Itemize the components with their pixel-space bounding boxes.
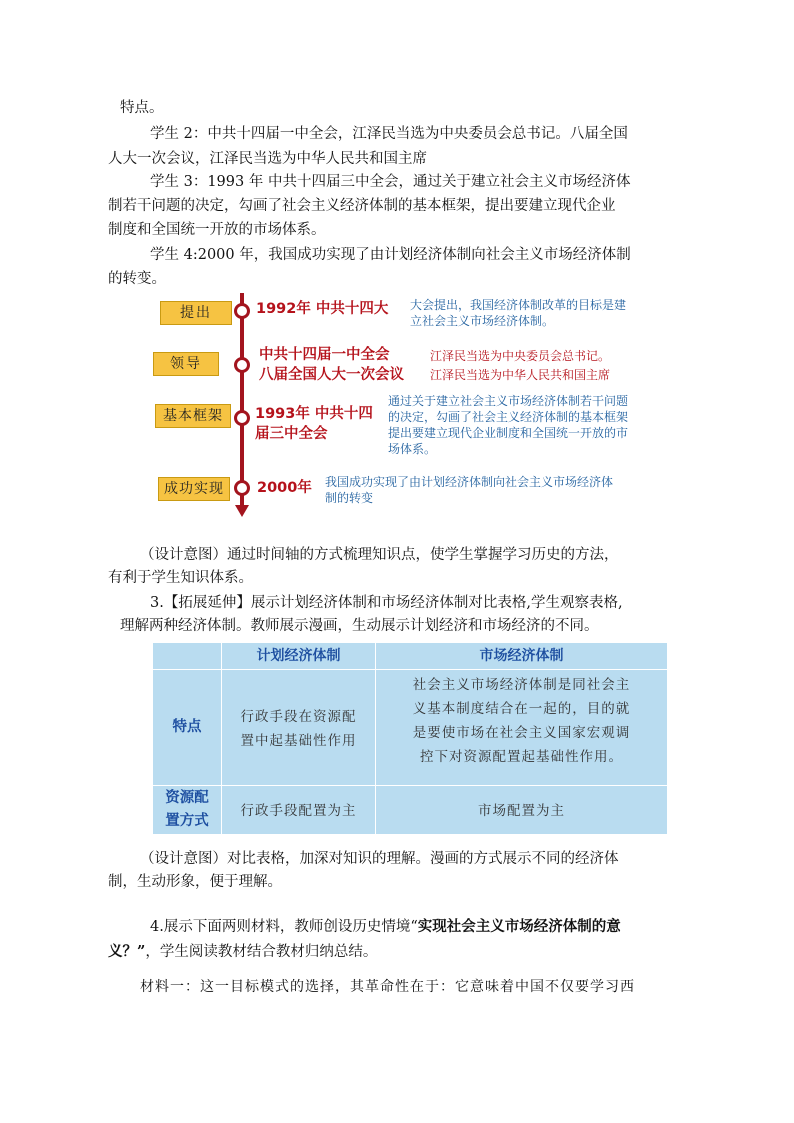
section4-line: 义？”，学生阅读教材结合教材归纳总结。 (108, 943, 378, 960)
table-header: 计划经济体制 (256, 648, 341, 664)
paragraph-line: 人大一次会议，江泽民当选为中华人民共和国主席 (108, 151, 427, 167)
paragraph-line: 学生 2：中共十四届一中全会，江泽民当选为中央委员会总书记。八届全国 (150, 126, 628, 142)
section3-line: 3.【拓展延伸】展示计划经济体制和市场经济体制对比表格,学生观察表格, (150, 595, 623, 611)
timeline-dot (234, 357, 250, 373)
table-row-label: 资源配 置方式 (165, 790, 209, 829)
design-intent-line: （设计意图）对比表格，加深对知识的理解。漫画的方式展示不同的经济体 (140, 851, 619, 867)
timeline-description: 我国成功实现了由计划经济体制向社会主义市场经济体 制的转变 (325, 475, 614, 505)
paragraph-line: 的转变。 (108, 271, 166, 287)
timeline-event: 中共十四届一中全会 八届全国人大一次会议 (259, 347, 404, 383)
table-cell: 市场配置为主 (478, 803, 565, 819)
design-intent-line: 有利于学生知识体系。 (108, 570, 253, 586)
timeline-label: 提出 (160, 301, 232, 325)
timeline-event: 2000年 (257, 480, 312, 496)
section3-line: 理解两种经济体制。教师展示漫画，生动展示计划经济和市场经济的不同。 (120, 618, 599, 634)
section4-line: 4.展示下面两则材料，教师创设历史情境“实现社会主义市场经济体制的意 (150, 918, 621, 935)
paragraph-line: 制若干问题的决定，勾画了社会主义经济体制的基本框架，提出要建立现代企业 (108, 198, 616, 214)
comparison-table (153, 643, 667, 834)
timeline-label: 基本框架 (155, 404, 231, 428)
timeline-label: 成功实现 (158, 477, 230, 501)
paragraph-line: 学生 4:2000 年，我国成功实现了由计划经济体制向社会主义市场经济体制 (150, 247, 631, 263)
table-cell: 行政手段配置为主 (240, 803, 357, 819)
timeline-description: 通过关于建立社会主义市场经济体制若干问题 的决定，勾画了社会主义经济体制的基本框架 提出要建立现代企业制度和全国统一开放的市 场体系。 (388, 394, 629, 456)
table-cell: 行政手段在资源配 置中起基础性作用 (240, 709, 357, 749)
table-cell: 社会主义市场经济体制是同社会主 义基本制度结合在一起的，目的就 是要使市场在社会主义国家宏观调 控下对资源配置起基础性作用。 (412, 677, 631, 765)
timeline-arrow-icon (235, 505, 249, 517)
timeline-axis (240, 293, 244, 508)
timeline-event: 1992年 中共十四大 (256, 301, 389, 317)
paragraph-line: 特点。 (120, 100, 164, 116)
timeline-label: 领导 (153, 352, 219, 376)
table-row-label: 特点 (172, 719, 202, 735)
timeline-dot (234, 303, 250, 319)
timeline-description: 江泽民当选为中央委员会总书记。 江泽民当选为中华人民共和国主席 (430, 349, 611, 382)
table-header: 市场经济体制 (479, 648, 564, 664)
paragraph-line: 学生 3：1993 年 中共十四届三中全会，通过关于建立社会主义市场经济体 (150, 174, 631, 190)
material-line: 材料一：这一目标模式的选择，其革命性在于：它意味着中国不仅要学习西 (140, 979, 635, 995)
paragraph-line: 制度和全国统一开放的市场体系。 (108, 222, 326, 238)
timeline-dot (234, 410, 250, 426)
timeline-event: 1993年 中共十四 届三中全会 (255, 406, 373, 442)
timeline-dot (234, 480, 250, 496)
timeline-description: 大会提出，我国经济体制改革的目标是建 立社会主义市场经济体制。 (410, 298, 627, 328)
design-intent-line: （设计意图）通过时间轴的方式梳理知识点，使学生掌握学习历史的方法， (140, 547, 619, 563)
design-intent-line: 制，生动形象，便于理解。 (108, 874, 282, 890)
